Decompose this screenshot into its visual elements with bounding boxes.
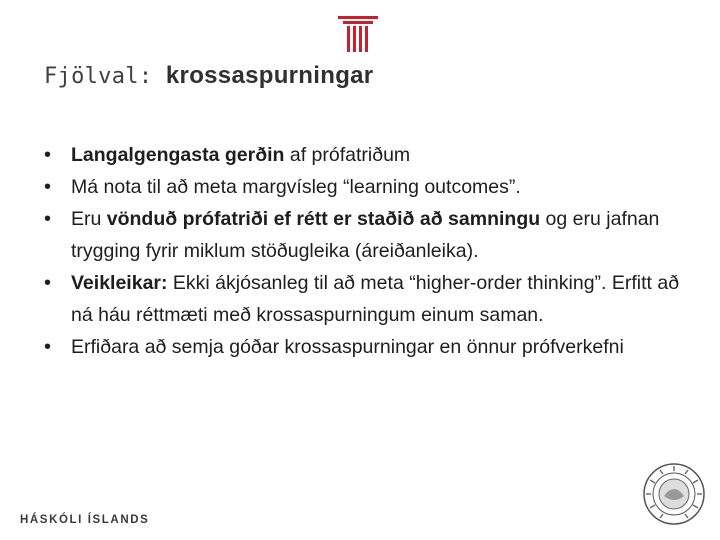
bullet-dot: • [44,272,52,294]
bullet-text: Ekki ákjósanleg til að meta “higher-order thinking”. Erfitt að ná háu réttmæti með krossaspurningum einum saman. [71,272,680,326]
bullet-item [44,203,704,267]
bullet-dot: • [44,176,52,198]
title-emphasis: krossaspurningar [165,62,374,89]
bullet-text: Langalgengasta gerðin [71,144,285,166]
bullet-item [44,267,704,331]
bullet-item [44,139,704,171]
bullet-item [44,331,704,363]
bullet-text: af prófatriðum [284,144,411,166]
bullet-dot: • [44,336,52,358]
institution-name: HÁSKÓLI ÍSLANDS [20,514,150,526]
bullet-text: vönduð prófatriði ef rétt er staðið að samningu [106,208,541,230]
bullet-text: Erfiðara að semja góðar krossaspurningar en önnur prófverkefni [71,336,624,358]
title-prefix: Fjölval: [44,64,166,89]
bullet-text: Veikleikar: [71,272,168,294]
page-title [44,62,373,90]
bullet-item [44,171,704,203]
bullet-list [44,139,704,363]
university-seal-icon [642,462,706,526]
bullet-dot: • [44,208,52,230]
university-building-logo-icon [338,16,378,52]
bullet-text: Má nota til að meta margvísleg “learning outcomes”. [71,176,521,198]
bullet-dot: • [44,144,52,166]
bullet-text: og eru jafnan trygging fyrir miklum stöðugleika (áreiðanleika). [71,208,660,262]
bullet-text: Eru [71,208,107,230]
